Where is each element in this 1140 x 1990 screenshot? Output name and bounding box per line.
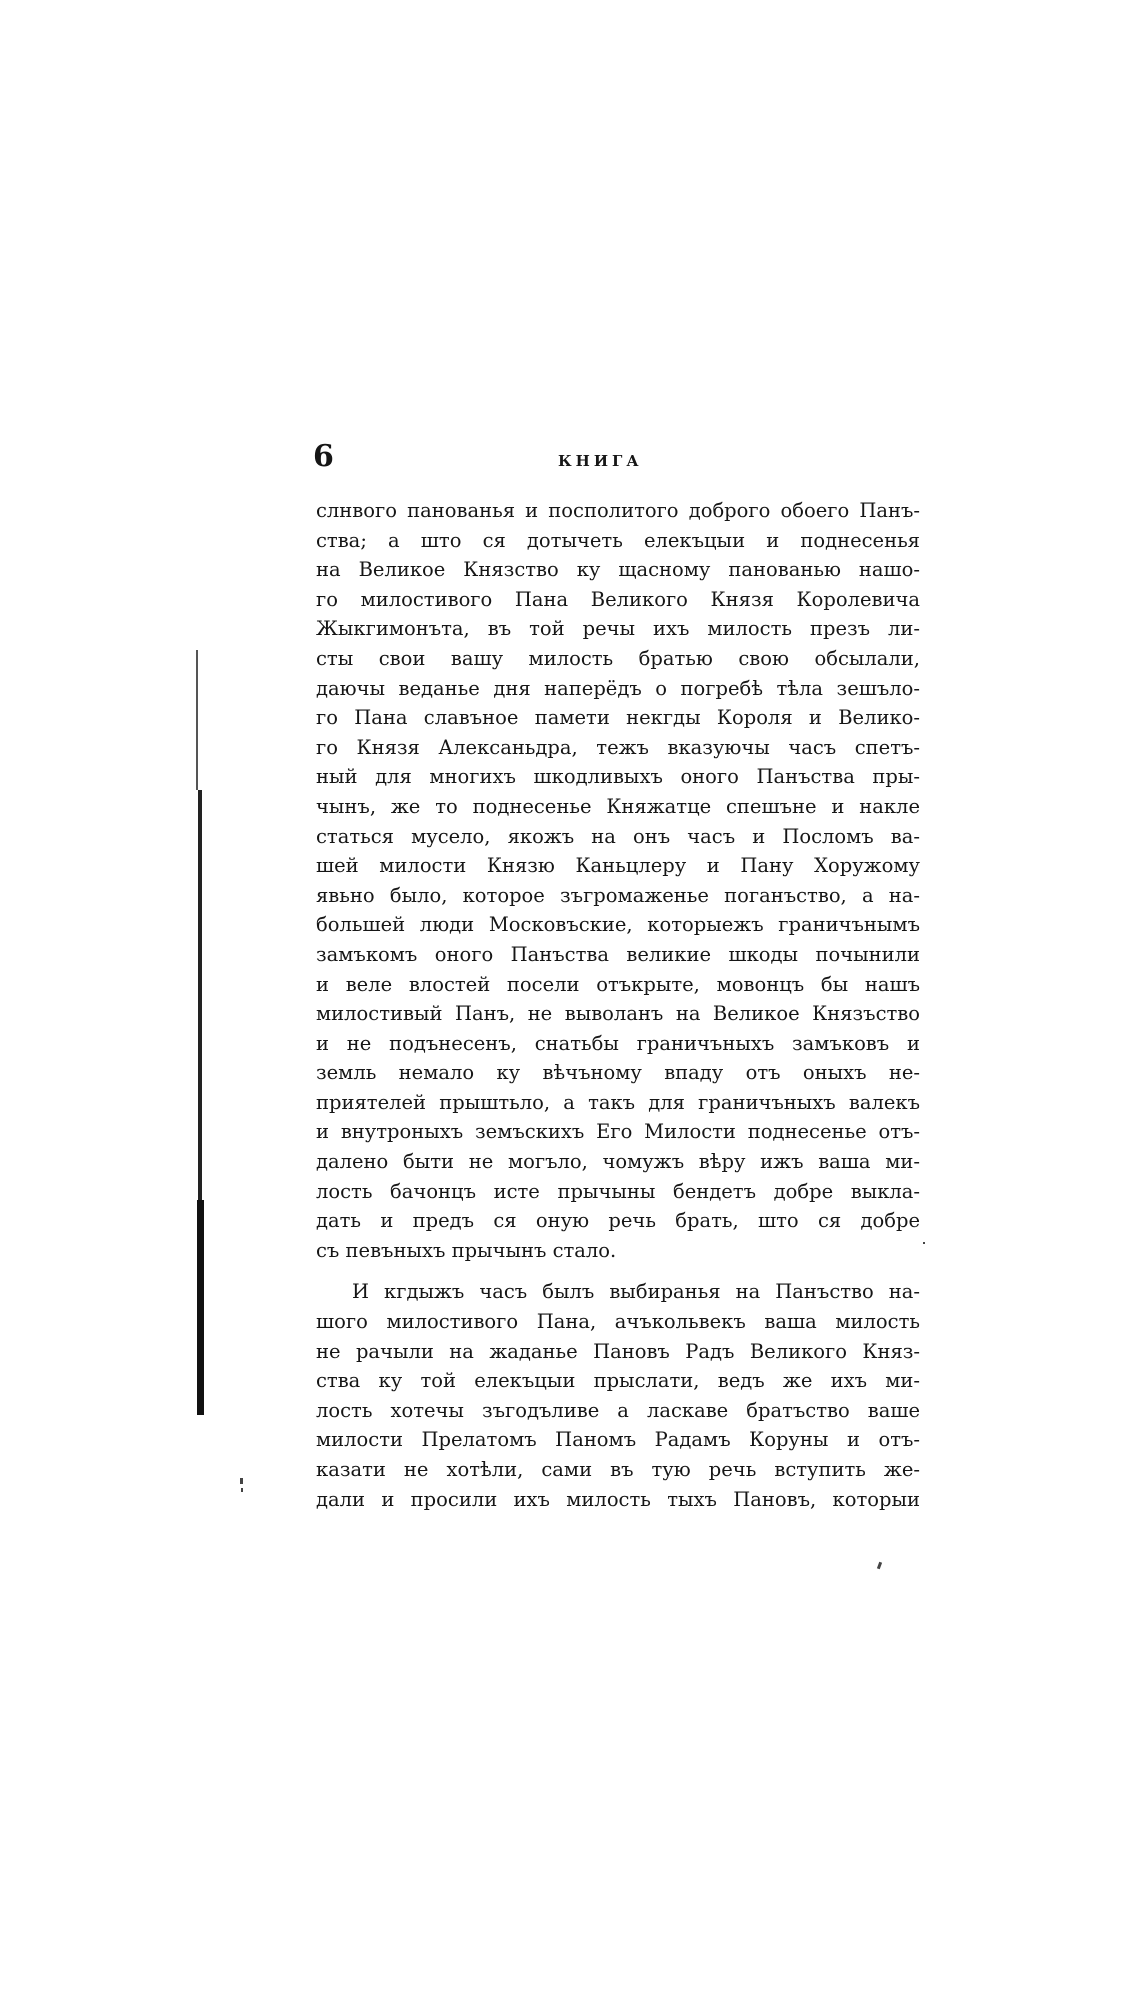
- text-line: не рачыли на жаданье Пановъ Радъ Великого Княз-: [316, 1339, 920, 1363]
- text-line: лость бачонцъ исте прычыны бендетъ добре выкла-: [316, 1179, 920, 1203]
- text-line: дали и просили ихъ милость тыхъ Пановъ, которыи: [316, 1487, 920, 1511]
- text-line: казати не хотѣли, сами въ тую речь вступить же-: [316, 1458, 920, 1481]
- text-line: и не подънесенъ, снатьбы граничъныхъ замъковъ и: [316, 1031, 920, 1055]
- text-line: земль немало ку вѣчъному впаду отъ оныхъ не-: [316, 1061, 920, 1085]
- page-number: 6: [313, 439, 334, 474]
- text-line: милостивый Панъ, не выволанъ на Великое Князъство: [316, 1002, 920, 1026]
- text-line: лость хотечы зъгодъливе а ласкаве братъство ваше: [316, 1398, 920, 1422]
- text-line: милости Прелатомъ Паномъ Радамъ Коруны и отъ-: [316, 1428, 920, 1452]
- text-line: и внутроныхъ земъскихъ Его Милости поднесенье отъ-: [316, 1120, 920, 1144]
- body-text: [316, 496, 920, 1514]
- text-line: ства; а што ся дотычеть елекъцыи и поднесенья: [316, 528, 920, 552]
- text-line: даючы веданье дня наперёдъ о погребѣ тѣла зешъло-: [316, 676, 920, 700]
- text-line: сты свои вашу милость братью свою обсылали,: [316, 646, 920, 670]
- scan-speck: [241, 1488, 243, 1492]
- text-line: слнвого панованья и посполитого доброго обоего Панъ-: [316, 499, 920, 522]
- gutter-shadow-line: [196, 650, 198, 790]
- scan-speck: [240, 1478, 243, 1484]
- text-line: го милостивого Пана Великого Князя Королевича: [316, 587, 920, 611]
- text-line: далено быти не могъло, чомужъ вѣру ижъ ваша ми-: [316, 1150, 920, 1174]
- text-line: замъкомъ оного Панъства великие шкоды почынили: [316, 942, 920, 966]
- text-line: ный для многихъ шкодливыхъ оного Панъства пры-: [316, 765, 920, 789]
- text-line: го Пана славъное памети некгды Короля и Велико-: [316, 706, 920, 730]
- text-line: И кгдыжъ часъ былъ выбиранья на Панъство на-: [352, 1280, 920, 1304]
- text-line: дать и предъ ся оную речь брать, што ся добре: [316, 1209, 920, 1233]
- text-line: статься мусело, якожъ на онъ часъ и Посломъ ва-: [316, 824, 920, 848]
- paragraph: [316, 1277, 920, 1514]
- text-line: большей люди Московъские, которыежъ граничънымъ: [316, 913, 920, 937]
- text-line: съ певъныхъ прычынъ стало.: [316, 1238, 617, 1262]
- text-line: Жыкгимонъта, въ той речы ихъ милость презъ ли-: [316, 617, 920, 641]
- text-line: и веле влостей посели отъкрыте, мовонцъ бы нашъ: [316, 972, 920, 996]
- text-line: чынъ, же то поднесенье Княжатце спешъне и наклe: [316, 794, 920, 818]
- scan-speck: [923, 1242, 925, 1244]
- paragraph: [316, 496, 920, 1265]
- text-line: приятелей прыштьло, а такъ для граничъныхъ валекъ: [316, 1090, 920, 1114]
- gutter-shadow-line: [197, 1200, 204, 1415]
- paragraph-gap: [316, 1265, 920, 1277]
- text-line: шого милостивого Пана, ачъкольвекъ ваша милость: [316, 1310, 920, 1334]
- text-line: шей милости Князю Каньцлеру и Пану Хоружому: [316, 854, 920, 878]
- text-line: на Великое Князство ку щасному панованью нашо-: [316, 558, 920, 582]
- text-line: ства ку той елекъцыи прыслати, ведъ же ихъ ми-: [316, 1369, 920, 1393]
- text-line: го Князя Алексаньдра, тежъ вказуючы часъ спетъ-: [316, 735, 920, 759]
- running-head: КНИГА: [558, 452, 643, 470]
- text-line: явьно было, которое зъгромаженье поганъство, а на-: [316, 883, 920, 907]
- scan-speck: [877, 1562, 882, 1570]
